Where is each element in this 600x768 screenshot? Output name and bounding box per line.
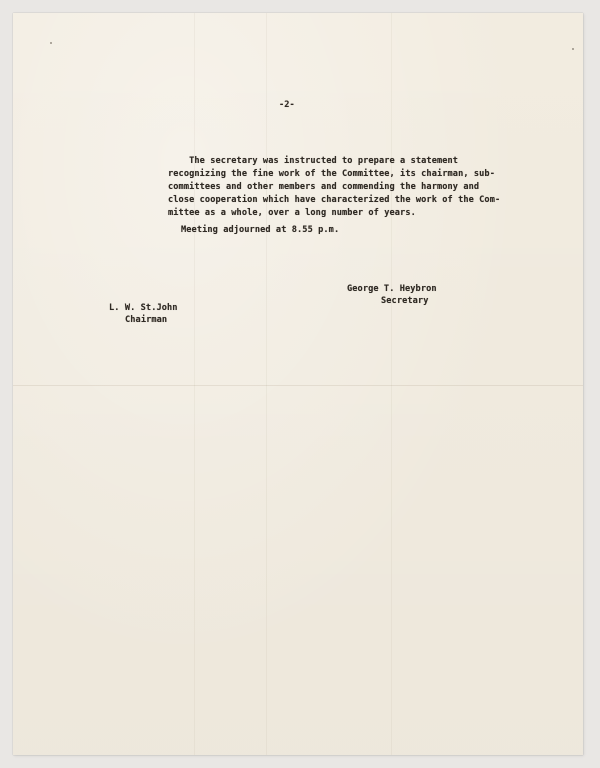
secretary-title: Secretary	[381, 296, 429, 306]
secretary-name: George T. Heybron	[347, 284, 437, 294]
page-number: -2-	[279, 100, 295, 110]
paper-fold-vertical-center	[266, 13, 267, 755]
paper-fold-vertical-left	[194, 13, 195, 755]
paper-fold-horizontal	[13, 385, 583, 386]
paragraph-line: recognizing the fine work of the Committee, its chairman, sub-	[168, 169, 495, 179]
paper-speck	[50, 42, 52, 44]
paragraph-line: The secretary was instructed to prepare a statement	[168, 156, 459, 166]
chairman-title: Chairman	[125, 315, 168, 325]
document-page	[13, 13, 583, 755]
minutes-paragraph	[168, 155, 500, 220]
paper-speck	[572, 48, 574, 50]
chairman-name: L. W. St.John	[109, 303, 178, 313]
paragraph-line: committees and other members and commending the harmony and	[168, 182, 480, 192]
paper-fold-vertical-right	[391, 13, 392, 755]
adjournment-note: Meeting adjourned at 8.55 p.m.	[181, 225, 340, 235]
paragraph-line: close cooperation which have characterized the work of the Com-	[168, 195, 501, 205]
paragraph-line: mittee as a whole, over a long number of years.	[168, 208, 416, 218]
